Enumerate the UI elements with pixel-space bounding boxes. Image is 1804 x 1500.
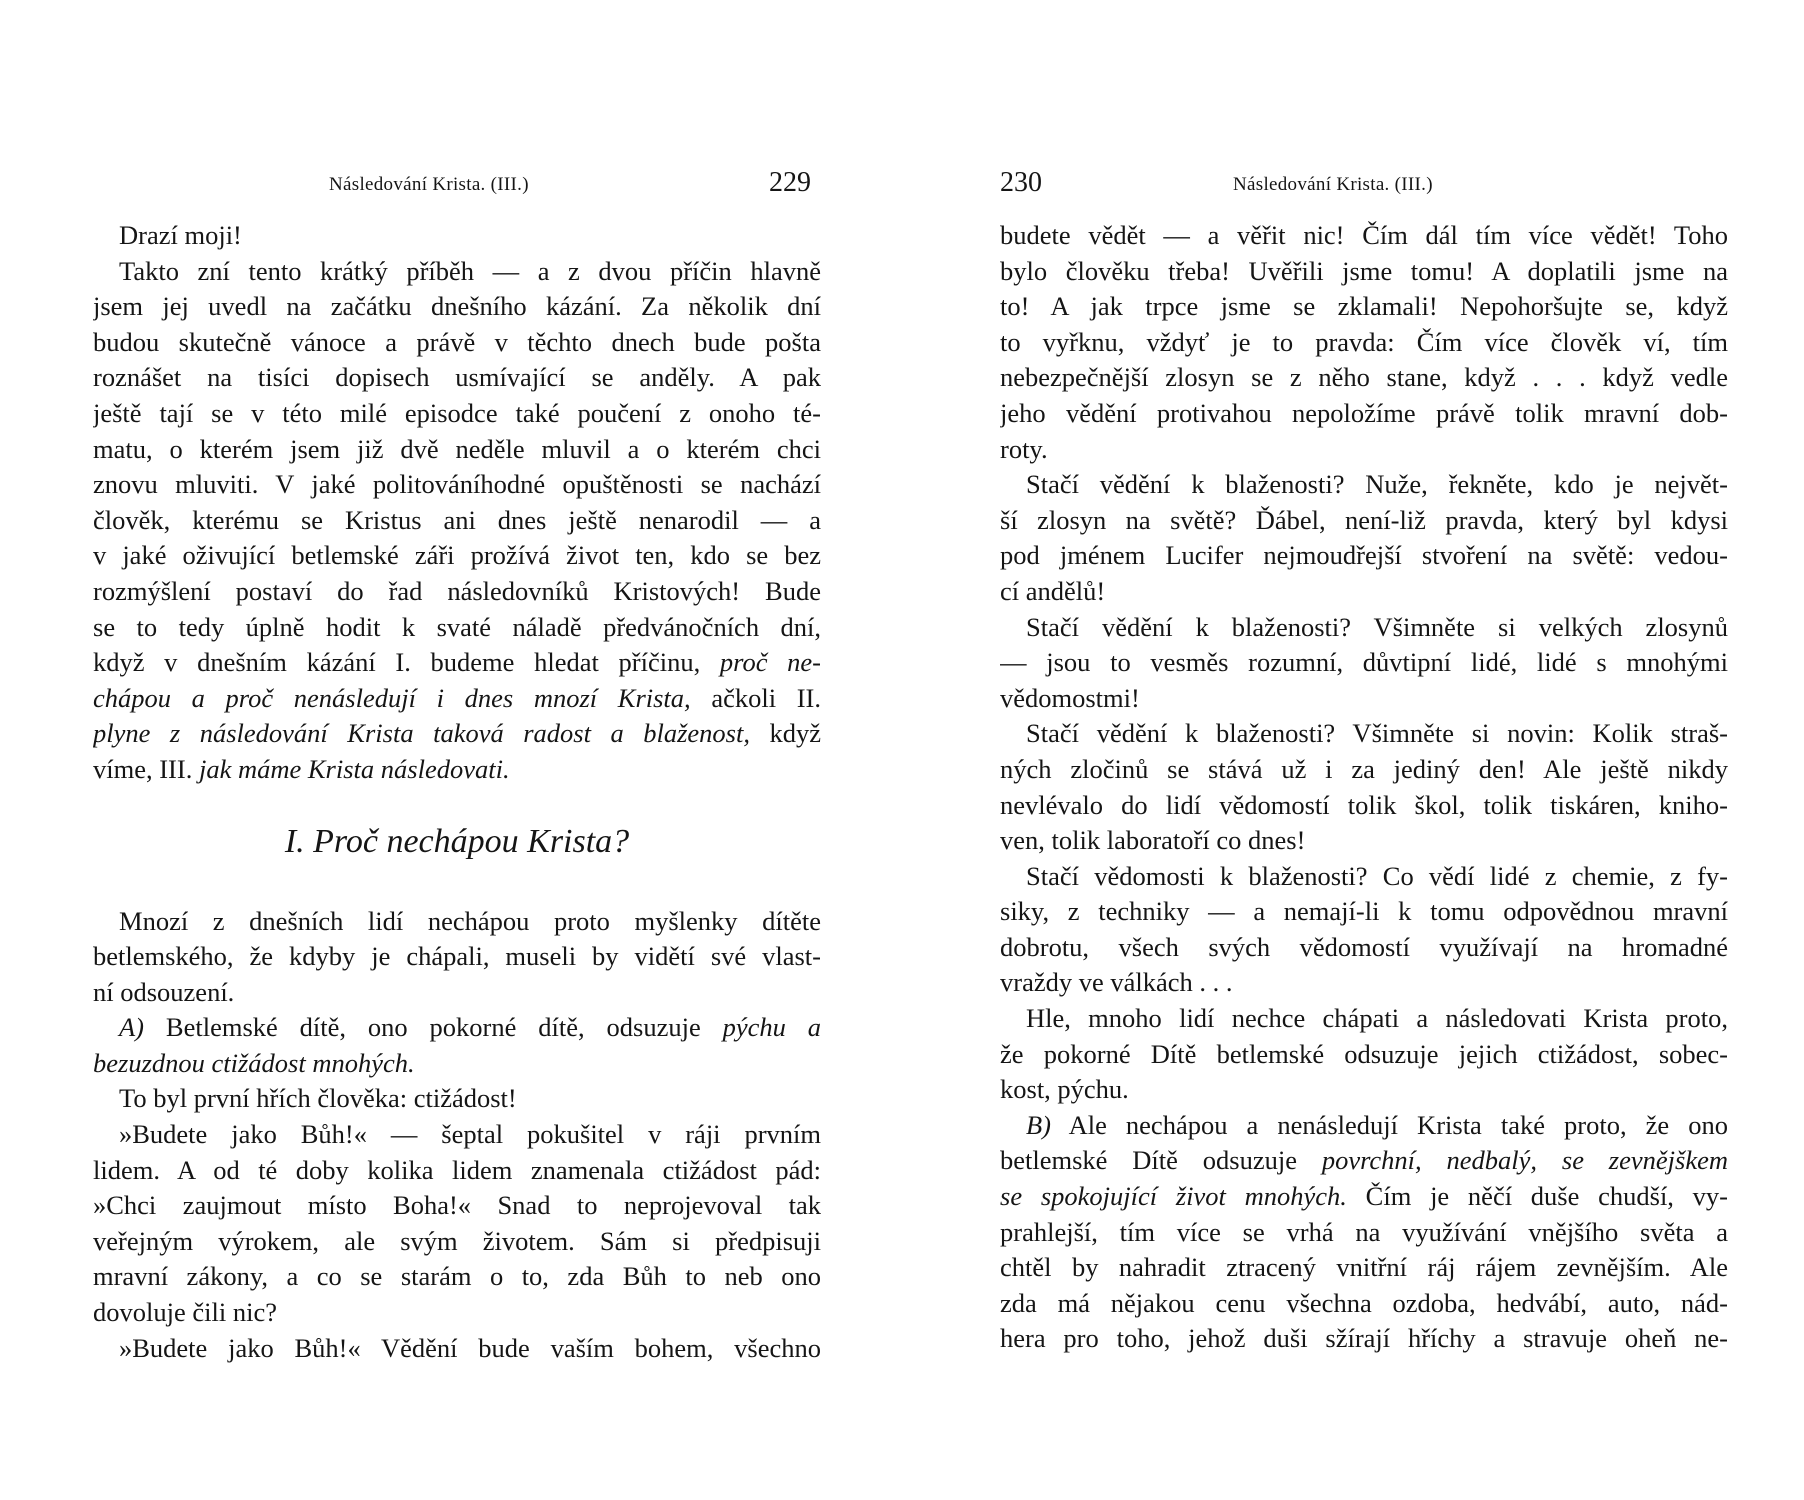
text-line <box>93 716 821 752</box>
text-line: ven, tolik laboratoří co dnes! <box>1000 825 1306 856</box>
text-line: cí andělů! <box>1000 575 1106 606</box>
italic-run: povrchní, nedbalý, se zevnějškem <box>1321 1145 1728 1176</box>
italic-run: plyne z následování Krista taková radost a blaženost, <box>93 718 750 749</box>
text-line: ných zločinů se stává už i za jediný den! Ale ještě nikdy <box>1000 753 1728 784</box>
text-line: Takto zní tento krátký příběh — a z dvou příčin hlavně <box>119 255 821 286</box>
text-line: roznášet na tisíci dopisech usmívající se anděly. A pak <box>93 362 821 393</box>
text-line: prahlejší, tím více se vrhá na využívání vnějšího světa a <box>1000 1216 1728 1247</box>
text-line: budete vědět — a věřit nic! Čím dál tím více vědět! Toho <box>1000 220 1728 250</box>
right-page <box>1000 0 1728 1357</box>
text-line: pod jménem Lucifer nejmoudřejší stvoření na světě: vedou- <box>1000 540 1728 571</box>
text-line: že pokorné Dítě betlemské odsuzuje jejich ctižádost, sobec- <box>1000 1038 1728 1069</box>
text-line: to vyřknu, vždyť je to pravda: Čím více člověk ví, tím <box>1000 326 1728 357</box>
text-line: bylo člověku třeba! Uvěřili jsme tomu! A doplatili jsme na <box>1000 255 1728 286</box>
text-line <box>1000 1108 1728 1144</box>
text-line: »Budete jako Bůh!« Vědění bude vaším bohem, všechno <box>119 1332 821 1363</box>
italic-run: chápou a proč nenásledují i dnes mnozí Krista, <box>93 682 691 713</box>
text-line: To byl první hřích člověka: ctižádost! <box>119 1083 517 1114</box>
text-run: Čím je něčí duše chudší, vy- <box>1365 1181 1728 1212</box>
running-head: Následování Krista. (III.) <box>329 174 529 195</box>
text-run: ačkoli II. <box>711 682 821 713</box>
text-line: kost, pýchu. <box>1000 1074 1129 1105</box>
italic-run: pýchu a <box>722 1012 821 1043</box>
text-line: — jsou to vesměs rozumní, důvtipní lidé, lidé s mnohými <box>1000 647 1728 678</box>
italic-run: A) <box>119 1012 145 1043</box>
text-line: hera pro toho, jehož duši sžírají hříchy a stravuje oheň ne- <box>1000 1323 1728 1354</box>
text-run: Ale nechápou a nenásledují Krista také proto, že ono <box>1068 1109 1728 1140</box>
text-line: jsem jej uvedl na začátku dnešního kázání. Za několik dní <box>93 291 821 322</box>
page-number: 230 <box>1000 167 1042 198</box>
text-line: nevlévalo do lidí vědomostí tolik škol, tolik tiskáren, kniho- <box>1000 789 1728 820</box>
text-line: Stačí vědění k blaženosti? Nuže, řekněte, kdo je největ- <box>1026 469 1728 500</box>
text-line: veřejným výrokem, ale svým životem. Sám si předpisuji <box>93 1225 821 1256</box>
text-run: Betlemské dítě, ono pokorné dítě, odsuzuje <box>165 1012 701 1043</box>
text-line: Drazí moji! <box>119 220 242 250</box>
text-line: ší zlosyn na světě? Ďábel, není-liž pravda, který byl kdysi <box>1000 504 1728 535</box>
right-page-body <box>1000 218 1728 1357</box>
text-line: v jaké oživující betlemské záři prožívá život ten, kdo se bez <box>93 540 821 571</box>
text-line: Stačí vědomosti k blaženosti? Co vědí lidé z chemie, z fy- <box>1026 860 1728 891</box>
text-line: zda má nějakou cenu všechna ozdoba, hedvábí, auto, nád- <box>1000 1287 1728 1318</box>
italic-run: proč ne- <box>719 647 821 678</box>
text-line: dovoluje čili nic? <box>93 1297 277 1328</box>
section-heading: I. Proč nechápou Krista? <box>284 822 630 860</box>
text-line: mravní zákony, a co se starám o to, zda Bůh to neb ono <box>93 1261 821 1292</box>
text-line: rozmýšlení postaví do řad následovníků Kristových! Bude <box>93 575 821 606</box>
text-line: chtěl by nahradit ztracený vnitřní ráj rájem zevnějším. Ale <box>1000 1252 1728 1283</box>
text-line: jeho vědění protivahou nepoložíme právě tolik mravní dob- <box>1000 397 1728 428</box>
text-line: ještě tají se v této milé episodce také poučení z onoho té- <box>93 397 821 428</box>
text-line: vraždy ve válkách . . . <box>1000 967 1233 998</box>
text-line: lidem. A od té doby kolika lidem znamenala ctižádost pád: <box>93 1154 821 1185</box>
text-line <box>93 681 821 717</box>
left-page-body <box>93 218 821 1366</box>
text-line: ní odsouzení. <box>93 976 235 1007</box>
italic-run: se spokojující život mnohých. <box>1000 1181 1347 1212</box>
text-line: budou skutečně vánoce a právě v těchto dnech bude pošta <box>93 326 821 357</box>
text-line: se to tedy úplně hodit k svaté náladě předvánočních dní, <box>93 611 821 642</box>
italic-run: bezuzdnou ctižádost mnohých. <box>93 1047 415 1078</box>
text-line: »Chci zaujmout místo Boha!« Snad to neprojevoval tak <box>93 1190 821 1221</box>
text-line: nebezpečnější zlosyn se z něho stane, když . . . když vedle <box>1000 362 1728 393</box>
text-run: betlemské Dítě odsuzuje <box>1000 1145 1297 1176</box>
text-line: siky, z techniky — a nemají-li k tomu odpovědnou mravní <box>1000 896 1728 927</box>
italic-run: jak máme Krista následovati. <box>198 753 510 784</box>
text-run: když <box>769 718 821 749</box>
text-line: betlemského, že kdyby je chápali, museli by vidětí své vlast- <box>93 941 821 972</box>
page-number: 229 <box>769 167 811 198</box>
left-page-header <box>93 160 821 218</box>
text-line: dobrotu, všech svých vědomostí využívají na hromadné <box>1000 931 1728 962</box>
text-line: člověk, kterému se Kristus ani dnes ještě nenarodil — a <box>93 504 821 535</box>
right-page-header <box>1000 160 1728 218</box>
text-line <box>93 645 821 681</box>
text-line: Stačí vědění k blaženosti? Všimněte si novin: Kolik straš- <box>1026 718 1728 749</box>
text-line: vědomostmi! <box>1000 682 1140 713</box>
text-line: »Budete jako Bůh!« — šeptal pokušitel v ráji prvním <box>119 1119 821 1150</box>
text-line: roty. <box>1000 433 1048 464</box>
text-line: Hle, mnoho lidí nechce chápati a následovati Krista proto, <box>1026 1003 1728 1034</box>
italic-run: B) <box>1026 1109 1052 1140</box>
text-line <box>1000 1143 1728 1179</box>
text-line <box>93 1010 821 1046</box>
text-run: když v dnešním kázání I. budeme hledat příčinu, <box>93 647 701 678</box>
running-head: Následování Krista. (III.) <box>1233 174 1433 195</box>
text-line: Mnozí z dnešních lidí nechápou proto myšlenky dítěte <box>119 905 821 936</box>
text-line <box>93 752 821 788</box>
text-line: to! A jak trpce jsme se zklamali! Nepohoršujte se, když <box>1000 291 1728 322</box>
text-line <box>1000 1179 1728 1215</box>
text-line: matu, o kterém jsem již dvě neděle mluvil a o kterém chci <box>93 433 821 464</box>
left-page <box>93 0 821 1366</box>
text-line <box>93 1046 821 1082</box>
text-line: Stačí vědění k blaženosti? Všimněte si velkých zlosynů <box>1026 611 1728 642</box>
text-line: znovu mluviti. V jaké politováníhodné opuštěnosti se nachází <box>93 469 821 500</box>
text-run: víme, III. <box>93 753 193 784</box>
